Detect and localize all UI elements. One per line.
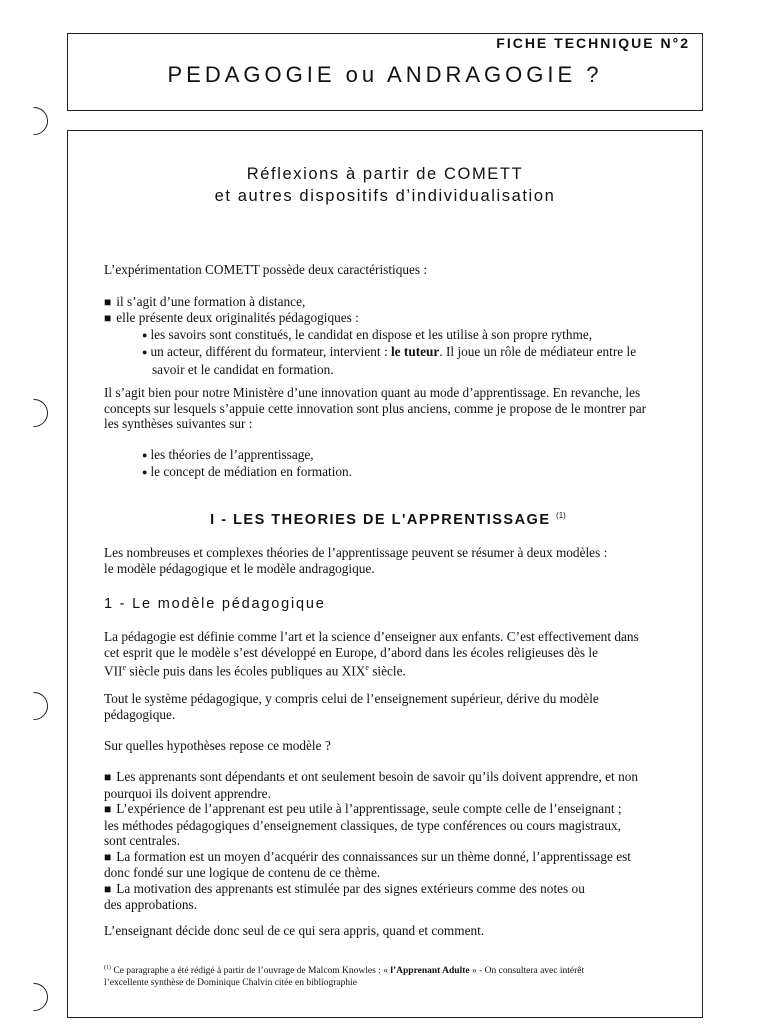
hypothesis-4: ■ La motivation des apprenants est stimulée par des signes extérieurs comme des notes ou xyxy=(104,881,672,898)
bullet-icon: ● xyxy=(142,347,148,357)
hypothesis-3-cont: donc fondé sur une logique de contenu de ce thème. xyxy=(104,865,381,880)
section-title: I - LES THEORIES DE L'APPRENTISSAGE $^{(1)}$ xyxy=(210,511,566,528)
ministere-line2: concepts sur lesquels s’appuie cette innovation sont plus anciens, comme je propose de le montrer par xyxy=(104,400,647,416)
binder-hole xyxy=(20,107,48,135)
section-intro-line1: Les nombreuses et complexes théories de l’apprentissage peuvent se résumer à deux modèles : xyxy=(104,545,608,560)
footnote-line2: l’excellente synthèse de Dominique Chalvin citée en bibliographie xyxy=(104,978,357,989)
p1-block xyxy=(104,629,672,679)
subsection-title: 1 - Le modèle pédagogique xyxy=(104,596,326,612)
para-ministere xyxy=(104,385,672,482)
hypotheses-list xyxy=(104,769,672,913)
ministere-bullet2: ● le concept de médiation en formation. xyxy=(142,464,353,479)
hypothesis-1-cont: pourquoi ils doivent apprendre. xyxy=(104,785,271,801)
hypothesis-2-cont: les méthodes pédagogiques d’enseignement classiques, de type conférences ou cours magistraux, xyxy=(104,817,621,833)
subtitle-line2: et autres dispositifs d’individualisation xyxy=(214,187,556,205)
intro-item2: ■ elle présente deux originalités pédagogiques : xyxy=(104,310,672,327)
subtitle xyxy=(68,163,702,207)
intro-item1: ■ il s’agit d’une formation à distance, xyxy=(104,294,672,311)
content-box xyxy=(67,130,703,1018)
binder-hole xyxy=(20,983,48,1011)
fiche-label: FICHE TECHNIQUE N°2 xyxy=(496,35,690,51)
binder-hole xyxy=(20,399,48,427)
ministere-line1: Il s’agit bien pour notre Ministère d’une innovation quant au mode d’apprentissage. En revanche, les xyxy=(104,385,641,400)
question: Sur quelles hypothèses repose ce modèle ? xyxy=(104,738,331,753)
bullet-icon: ● xyxy=(142,449,148,460)
page-title: PEDAGOGIE ou ANDRAGOGIE ? xyxy=(167,62,603,87)
section-intro xyxy=(104,545,672,576)
p2-block xyxy=(104,691,672,722)
header-box xyxy=(67,33,703,111)
section-intro-line2: le modèle pédagogique et le modèle andragogique. xyxy=(104,560,375,576)
hypothesis-2: ■ L’expérience de l’apprenant est peu utile à l’apprentissage, seule compte celle de l’enseignant ; xyxy=(104,801,672,818)
conclusion: L’enseignant décide donc seul de ce qui sera appris, quand et comment. xyxy=(104,923,485,938)
bullet-icon: ● xyxy=(142,329,148,340)
ministere-line3: les synthèses suivantes sur : xyxy=(104,416,253,431)
hypothesis-3: ■ La formation est un moyen d’acquérir des connaissances sur un thème donné, l’apprentissage est xyxy=(104,849,672,866)
p1-line3: VIIe siècle puis dans les écoles publiques au XIXe siècle. xyxy=(104,663,406,679)
footnote-line1: $^{(1)}$ Ce paragraphe a été rédigé à partir de l’ouvrage de Malcom Knowles : « l’Apprenant Adulte » - On consultera avec intérêt xyxy=(104,965,585,977)
footnote-ref: (1) xyxy=(556,511,566,520)
p1-line1: La pédagogie est définie comme l’art et la science d’enseigner aux enfants. C’est effectivement dans xyxy=(104,629,639,644)
hypothesis-2-cont2: sont centrales. xyxy=(104,833,181,848)
intro-sub1: ● les savoirs sont constitués, le candidat en dispose et les utilise à son propre rythme, xyxy=(142,326,593,342)
hypothesis-4-cont: des approbations. xyxy=(104,897,198,912)
ministere-bullet1: ● les théories de l’apprentissage, xyxy=(142,446,314,462)
footnote xyxy=(104,962,672,989)
p2-line2: pédagogique. xyxy=(104,706,176,722)
tuteur-bold: le tuteur xyxy=(390,344,440,359)
intro-sub2: ● un acteur, différent du formateur, intervient : le tuteur. Il joue un rôle de médiateur entre le xyxy=(142,344,637,359)
hypothesis-1: ■ Les apprenants sont dépendants et ont seulement besoin de savoir qu’ils doivent apprendre, et non xyxy=(104,769,672,786)
p2-line1: Tout le système pédagogique, y compris celui de l’enseignement supérieur, dérive du modèle xyxy=(104,691,599,706)
bullet-icon: ● xyxy=(142,467,148,477)
intro-lead: L’expérimentation COMETT possède deux caractéristiques : xyxy=(104,262,428,277)
subtitle-line1: Réflexions à partir de COMETT xyxy=(246,165,524,183)
binder-hole xyxy=(20,692,48,720)
p1-line2: cet esprit que le modèle s’est développé en Europe, d’abord dans les écoles religieuses dès le xyxy=(104,644,599,660)
intro-block xyxy=(104,262,672,377)
intro-sub2-line2: savoir et le candidat en formation. xyxy=(152,361,334,377)
